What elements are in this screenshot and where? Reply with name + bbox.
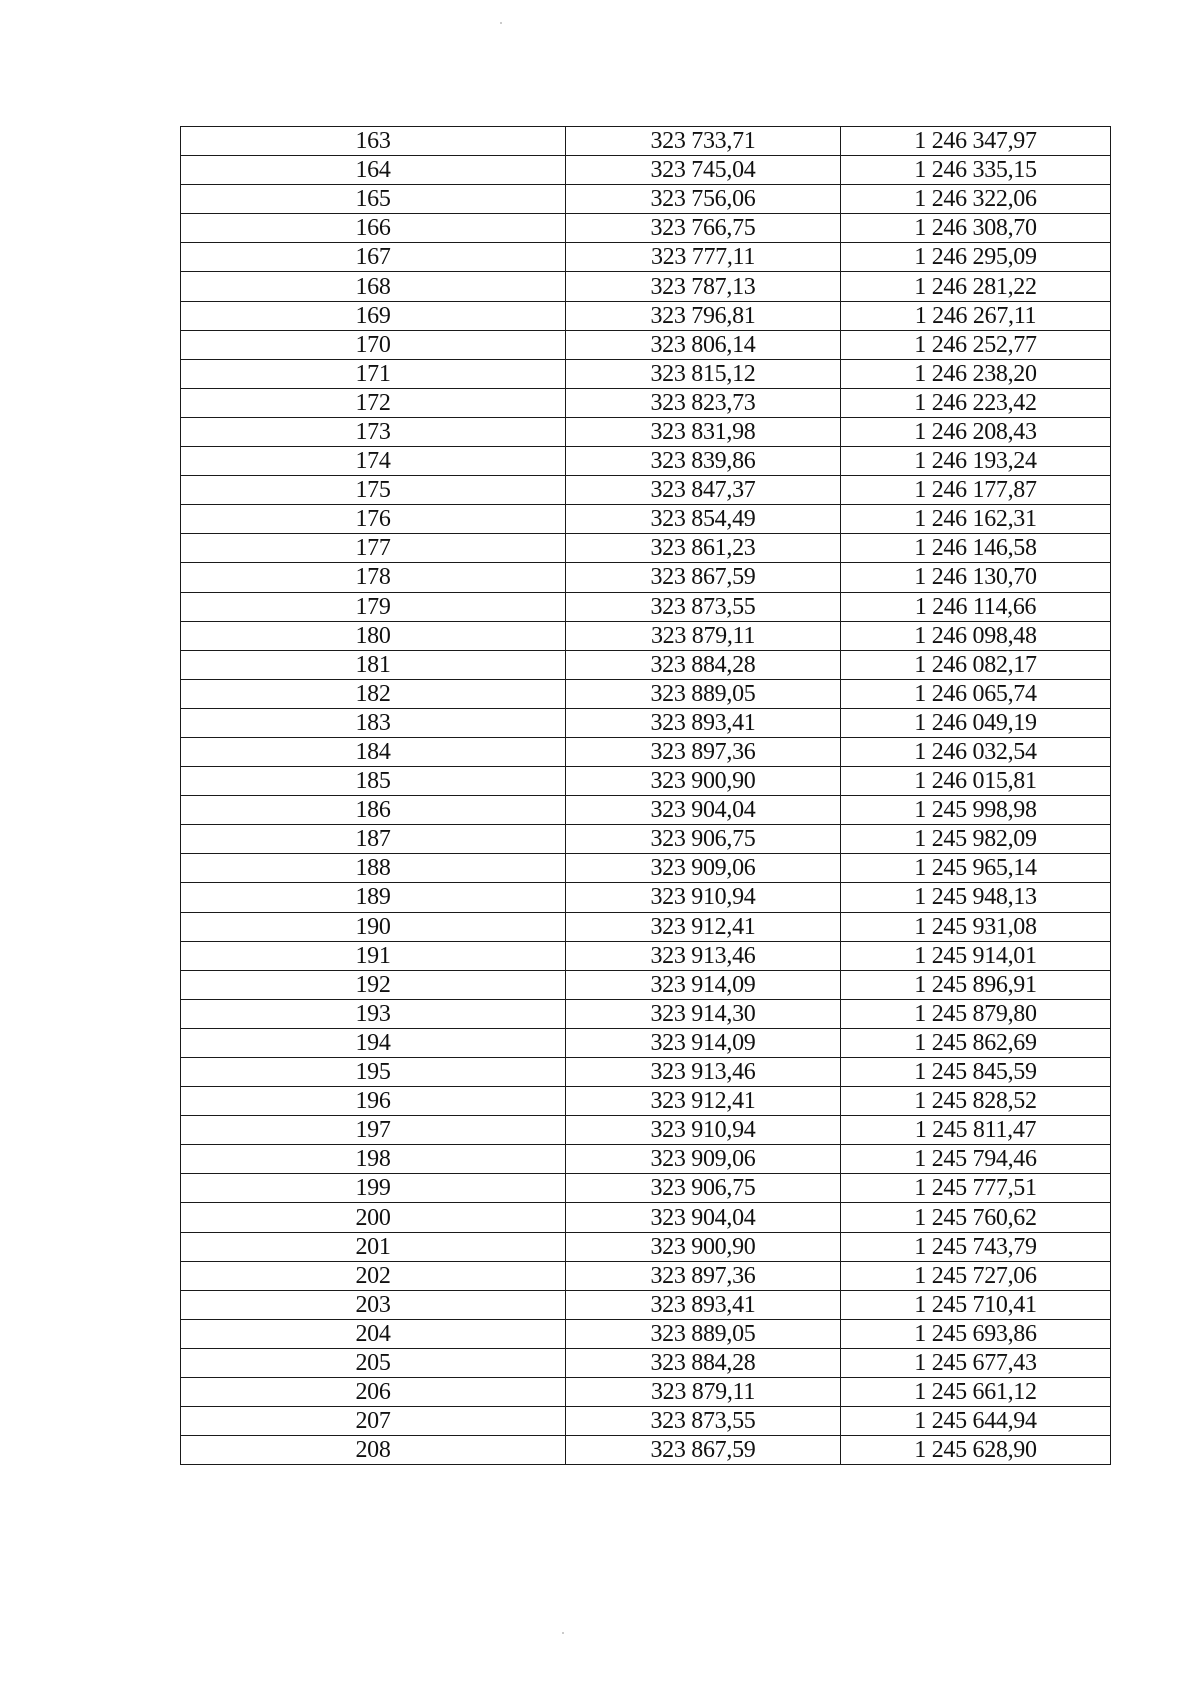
y-coordinate-cell: 1 246 049,19 [841, 708, 1111, 737]
y-coordinate-cell: 1 246 238,20 [841, 359, 1111, 388]
y-coordinate-cell: 1 246 295,09 [841, 243, 1111, 272]
table-row [181, 1348, 1111, 1377]
x-coordinate-cell: 323 893,41 [566, 1290, 841, 1319]
table-row [181, 156, 1111, 185]
y-coordinate-cell: 1 246 193,24 [841, 447, 1111, 476]
x-coordinate-cell: 323 796,81 [566, 301, 841, 330]
y-coordinate-cell: 1 245 777,51 [841, 1174, 1111, 1203]
table-row [181, 388, 1111, 417]
y-coordinate-cell: 1 246 130,70 [841, 563, 1111, 592]
point-number-cell: 201 [181, 1232, 566, 1261]
x-coordinate-cell: 323 913,46 [566, 1058, 841, 1087]
point-number-cell: 164 [181, 156, 566, 185]
x-coordinate-cell: 323 913,46 [566, 941, 841, 970]
x-coordinate-cell: 323 815,12 [566, 359, 841, 388]
point-number-cell: 167 [181, 243, 566, 272]
table-row [181, 476, 1111, 505]
y-coordinate-cell: 1 246 162,31 [841, 505, 1111, 534]
y-coordinate-cell: 1 245 948,13 [841, 883, 1111, 912]
y-coordinate-cell: 1 245 693,86 [841, 1319, 1111, 1348]
table-row [181, 825, 1111, 854]
table-row [181, 447, 1111, 476]
table-row [181, 563, 1111, 592]
y-coordinate-cell: 1 245 811,47 [841, 1116, 1111, 1145]
table-row [181, 970, 1111, 999]
x-coordinate-cell: 323 914,09 [566, 970, 841, 999]
table-row [181, 127, 1111, 156]
table-row [181, 1145, 1111, 1174]
point-number-cell: 176 [181, 505, 566, 534]
y-coordinate-cell: 1 246 146,58 [841, 534, 1111, 563]
x-coordinate-cell: 323 847,37 [566, 476, 841, 505]
x-coordinate-cell: 323 766,75 [566, 214, 841, 243]
point-number-cell: 165 [181, 185, 566, 214]
x-coordinate-cell: 323 867,59 [566, 1436, 841, 1465]
point-number-cell: 186 [181, 796, 566, 825]
point-number-cell: 185 [181, 767, 566, 796]
point-number-cell: 184 [181, 737, 566, 766]
x-coordinate-cell: 323 756,06 [566, 185, 841, 214]
point-number-cell: 171 [181, 359, 566, 388]
point-number-cell: 206 [181, 1378, 566, 1407]
point-number-cell: 198 [181, 1145, 566, 1174]
point-number-cell: 193 [181, 999, 566, 1028]
table-row [181, 854, 1111, 883]
table-row [181, 330, 1111, 359]
x-coordinate-cell: 323 884,28 [566, 1348, 841, 1377]
coordinates-table-body [181, 127, 1111, 1465]
y-coordinate-cell: 1 245 914,01 [841, 941, 1111, 970]
y-coordinate-cell: 1 246 082,17 [841, 650, 1111, 679]
table-row [181, 621, 1111, 650]
table-row [181, 1290, 1111, 1319]
point-number-cell: 199 [181, 1174, 566, 1203]
point-number-cell: 203 [181, 1290, 566, 1319]
table-row [181, 417, 1111, 446]
x-coordinate-cell: 323 873,55 [566, 592, 841, 621]
table-row [181, 301, 1111, 330]
x-coordinate-cell: 323 823,73 [566, 388, 841, 417]
point-number-cell: 175 [181, 476, 566, 505]
y-coordinate-cell: 1 246 032,54 [841, 737, 1111, 766]
table-row [181, 796, 1111, 825]
y-coordinate-cell: 1 245 828,52 [841, 1087, 1111, 1116]
y-coordinate-cell: 1 245 644,94 [841, 1407, 1111, 1436]
y-coordinate-cell: 1 246 281,22 [841, 272, 1111, 301]
y-coordinate-cell: 1 246 252,77 [841, 330, 1111, 359]
x-coordinate-cell: 323 839,86 [566, 447, 841, 476]
y-coordinate-cell: 1 246 177,87 [841, 476, 1111, 505]
x-coordinate-cell: 323 831,98 [566, 417, 841, 446]
x-coordinate-cell: 323 909,06 [566, 1145, 841, 1174]
table-row [181, 679, 1111, 708]
point-number-cell: 192 [181, 970, 566, 999]
table-row [181, 592, 1111, 621]
point-number-cell: 204 [181, 1319, 566, 1348]
x-coordinate-cell: 323 914,30 [566, 999, 841, 1028]
x-coordinate-cell: 323 912,41 [566, 1087, 841, 1116]
y-coordinate-cell: 1 246 223,42 [841, 388, 1111, 417]
table-row [181, 999, 1111, 1028]
point-number-cell: 195 [181, 1058, 566, 1087]
point-number-cell: 200 [181, 1203, 566, 1232]
x-coordinate-cell: 323 893,41 [566, 708, 841, 737]
y-coordinate-cell: 1 246 267,11 [841, 301, 1111, 330]
table-row [181, 185, 1111, 214]
table-row [181, 1261, 1111, 1290]
table-row [181, 534, 1111, 563]
table-row [181, 1058, 1111, 1087]
point-number-cell: 163 [181, 127, 566, 156]
point-number-cell: 169 [181, 301, 566, 330]
table-row [181, 941, 1111, 970]
point-number-cell: 197 [181, 1116, 566, 1145]
table-row [181, 243, 1111, 272]
y-coordinate-cell: 1 245 661,12 [841, 1378, 1111, 1407]
x-coordinate-cell: 323 889,05 [566, 1319, 841, 1348]
y-coordinate-cell: 1 245 677,43 [841, 1348, 1111, 1377]
x-coordinate-cell: 323 879,11 [566, 621, 841, 650]
y-coordinate-cell: 1 245 743,79 [841, 1232, 1111, 1261]
x-coordinate-cell: 323 777,11 [566, 243, 841, 272]
x-coordinate-cell: 323 867,59 [566, 563, 841, 592]
y-coordinate-cell: 1 245 727,06 [841, 1261, 1111, 1290]
point-number-cell: 174 [181, 447, 566, 476]
point-number-cell: 191 [181, 941, 566, 970]
coordinates-table [180, 126, 1111, 1465]
y-coordinate-cell: 1 246 308,70 [841, 214, 1111, 243]
x-coordinate-cell: 323 910,94 [566, 883, 841, 912]
point-number-cell: 181 [181, 650, 566, 679]
y-coordinate-cell: 1 246 322,06 [841, 185, 1111, 214]
y-coordinate-cell: 1 245 760,62 [841, 1203, 1111, 1232]
x-coordinate-cell: 323 861,23 [566, 534, 841, 563]
y-coordinate-cell: 1 245 965,14 [841, 854, 1111, 883]
y-coordinate-cell: 1 245 998,98 [841, 796, 1111, 825]
x-coordinate-cell: 323 745,04 [566, 156, 841, 185]
y-coordinate-cell: 1 246 114,66 [841, 592, 1111, 621]
y-coordinate-cell: 1 246 335,15 [841, 156, 1111, 185]
table-row [181, 767, 1111, 796]
x-coordinate-cell: 323 906,75 [566, 825, 841, 854]
table-row [181, 214, 1111, 243]
x-coordinate-cell: 323 889,05 [566, 679, 841, 708]
point-number-cell: 190 [181, 912, 566, 941]
table-row [181, 650, 1111, 679]
point-number-cell: 187 [181, 825, 566, 854]
x-coordinate-cell: 323 914,09 [566, 1028, 841, 1057]
x-coordinate-cell: 323 806,14 [566, 330, 841, 359]
table-row [181, 1087, 1111, 1116]
y-coordinate-cell: 1 245 710,41 [841, 1290, 1111, 1319]
x-coordinate-cell: 323 884,28 [566, 650, 841, 679]
scan-speck [562, 1632, 564, 1634]
point-number-cell: 166 [181, 214, 566, 243]
x-coordinate-cell: 323 906,75 [566, 1174, 841, 1203]
x-coordinate-cell: 323 900,90 [566, 1232, 841, 1261]
x-coordinate-cell: 323 854,49 [566, 505, 841, 534]
point-number-cell: 183 [181, 708, 566, 737]
table-row [181, 1174, 1111, 1203]
point-number-cell: 196 [181, 1087, 566, 1116]
table-row [181, 1028, 1111, 1057]
scan-speck [500, 22, 502, 24]
point-number-cell: 172 [181, 388, 566, 417]
x-coordinate-cell: 323 879,11 [566, 1378, 841, 1407]
table-row [181, 912, 1111, 941]
y-coordinate-cell: 1 245 628,90 [841, 1436, 1111, 1465]
table-row [181, 883, 1111, 912]
x-coordinate-cell: 323 897,36 [566, 1261, 841, 1290]
table-row [181, 272, 1111, 301]
y-coordinate-cell: 1 246 208,43 [841, 417, 1111, 446]
y-coordinate-cell: 1 245 982,09 [841, 825, 1111, 854]
point-number-cell: 202 [181, 1261, 566, 1290]
y-coordinate-cell: 1 245 879,80 [841, 999, 1111, 1028]
table-row [181, 505, 1111, 534]
point-number-cell: 179 [181, 592, 566, 621]
point-number-cell: 170 [181, 330, 566, 359]
point-number-cell: 208 [181, 1436, 566, 1465]
table-row [181, 1232, 1111, 1261]
table-row [181, 1407, 1111, 1436]
point-number-cell: 189 [181, 883, 566, 912]
x-coordinate-cell: 323 912,41 [566, 912, 841, 941]
point-number-cell: 188 [181, 854, 566, 883]
x-coordinate-cell: 323 873,55 [566, 1407, 841, 1436]
x-coordinate-cell: 323 904,04 [566, 1203, 841, 1232]
x-coordinate-cell: 323 904,04 [566, 796, 841, 825]
point-number-cell: 180 [181, 621, 566, 650]
point-number-cell: 177 [181, 534, 566, 563]
x-coordinate-cell: 323 900,90 [566, 767, 841, 796]
point-number-cell: 178 [181, 563, 566, 592]
x-coordinate-cell: 323 910,94 [566, 1116, 841, 1145]
table-row [181, 1319, 1111, 1348]
y-coordinate-cell: 1 245 845,59 [841, 1058, 1111, 1087]
table-row [181, 1436, 1111, 1465]
y-coordinate-cell: 1 246 347,97 [841, 127, 1111, 156]
point-number-cell: 207 [181, 1407, 566, 1436]
y-coordinate-cell: 1 246 098,48 [841, 621, 1111, 650]
y-coordinate-cell: 1 245 931,08 [841, 912, 1111, 941]
x-coordinate-cell: 323 733,71 [566, 127, 841, 156]
x-coordinate-cell: 323 909,06 [566, 854, 841, 883]
point-number-cell: 194 [181, 1028, 566, 1057]
table-row [181, 1203, 1111, 1232]
y-coordinate-cell: 1 245 896,91 [841, 970, 1111, 999]
table-row [181, 737, 1111, 766]
y-coordinate-cell: 1 245 794,46 [841, 1145, 1111, 1174]
y-coordinate-cell: 1 245 862,69 [841, 1028, 1111, 1057]
table-row [181, 359, 1111, 388]
point-number-cell: 205 [181, 1348, 566, 1377]
point-number-cell: 182 [181, 679, 566, 708]
x-coordinate-cell: 323 897,36 [566, 737, 841, 766]
x-coordinate-cell: 323 787,13 [566, 272, 841, 301]
point-number-cell: 168 [181, 272, 566, 301]
point-number-cell: 173 [181, 417, 566, 446]
table-row [181, 708, 1111, 737]
y-coordinate-cell: 1 246 065,74 [841, 679, 1111, 708]
table-row [181, 1116, 1111, 1145]
table-row [181, 1378, 1111, 1407]
y-coordinate-cell: 1 246 015,81 [841, 767, 1111, 796]
